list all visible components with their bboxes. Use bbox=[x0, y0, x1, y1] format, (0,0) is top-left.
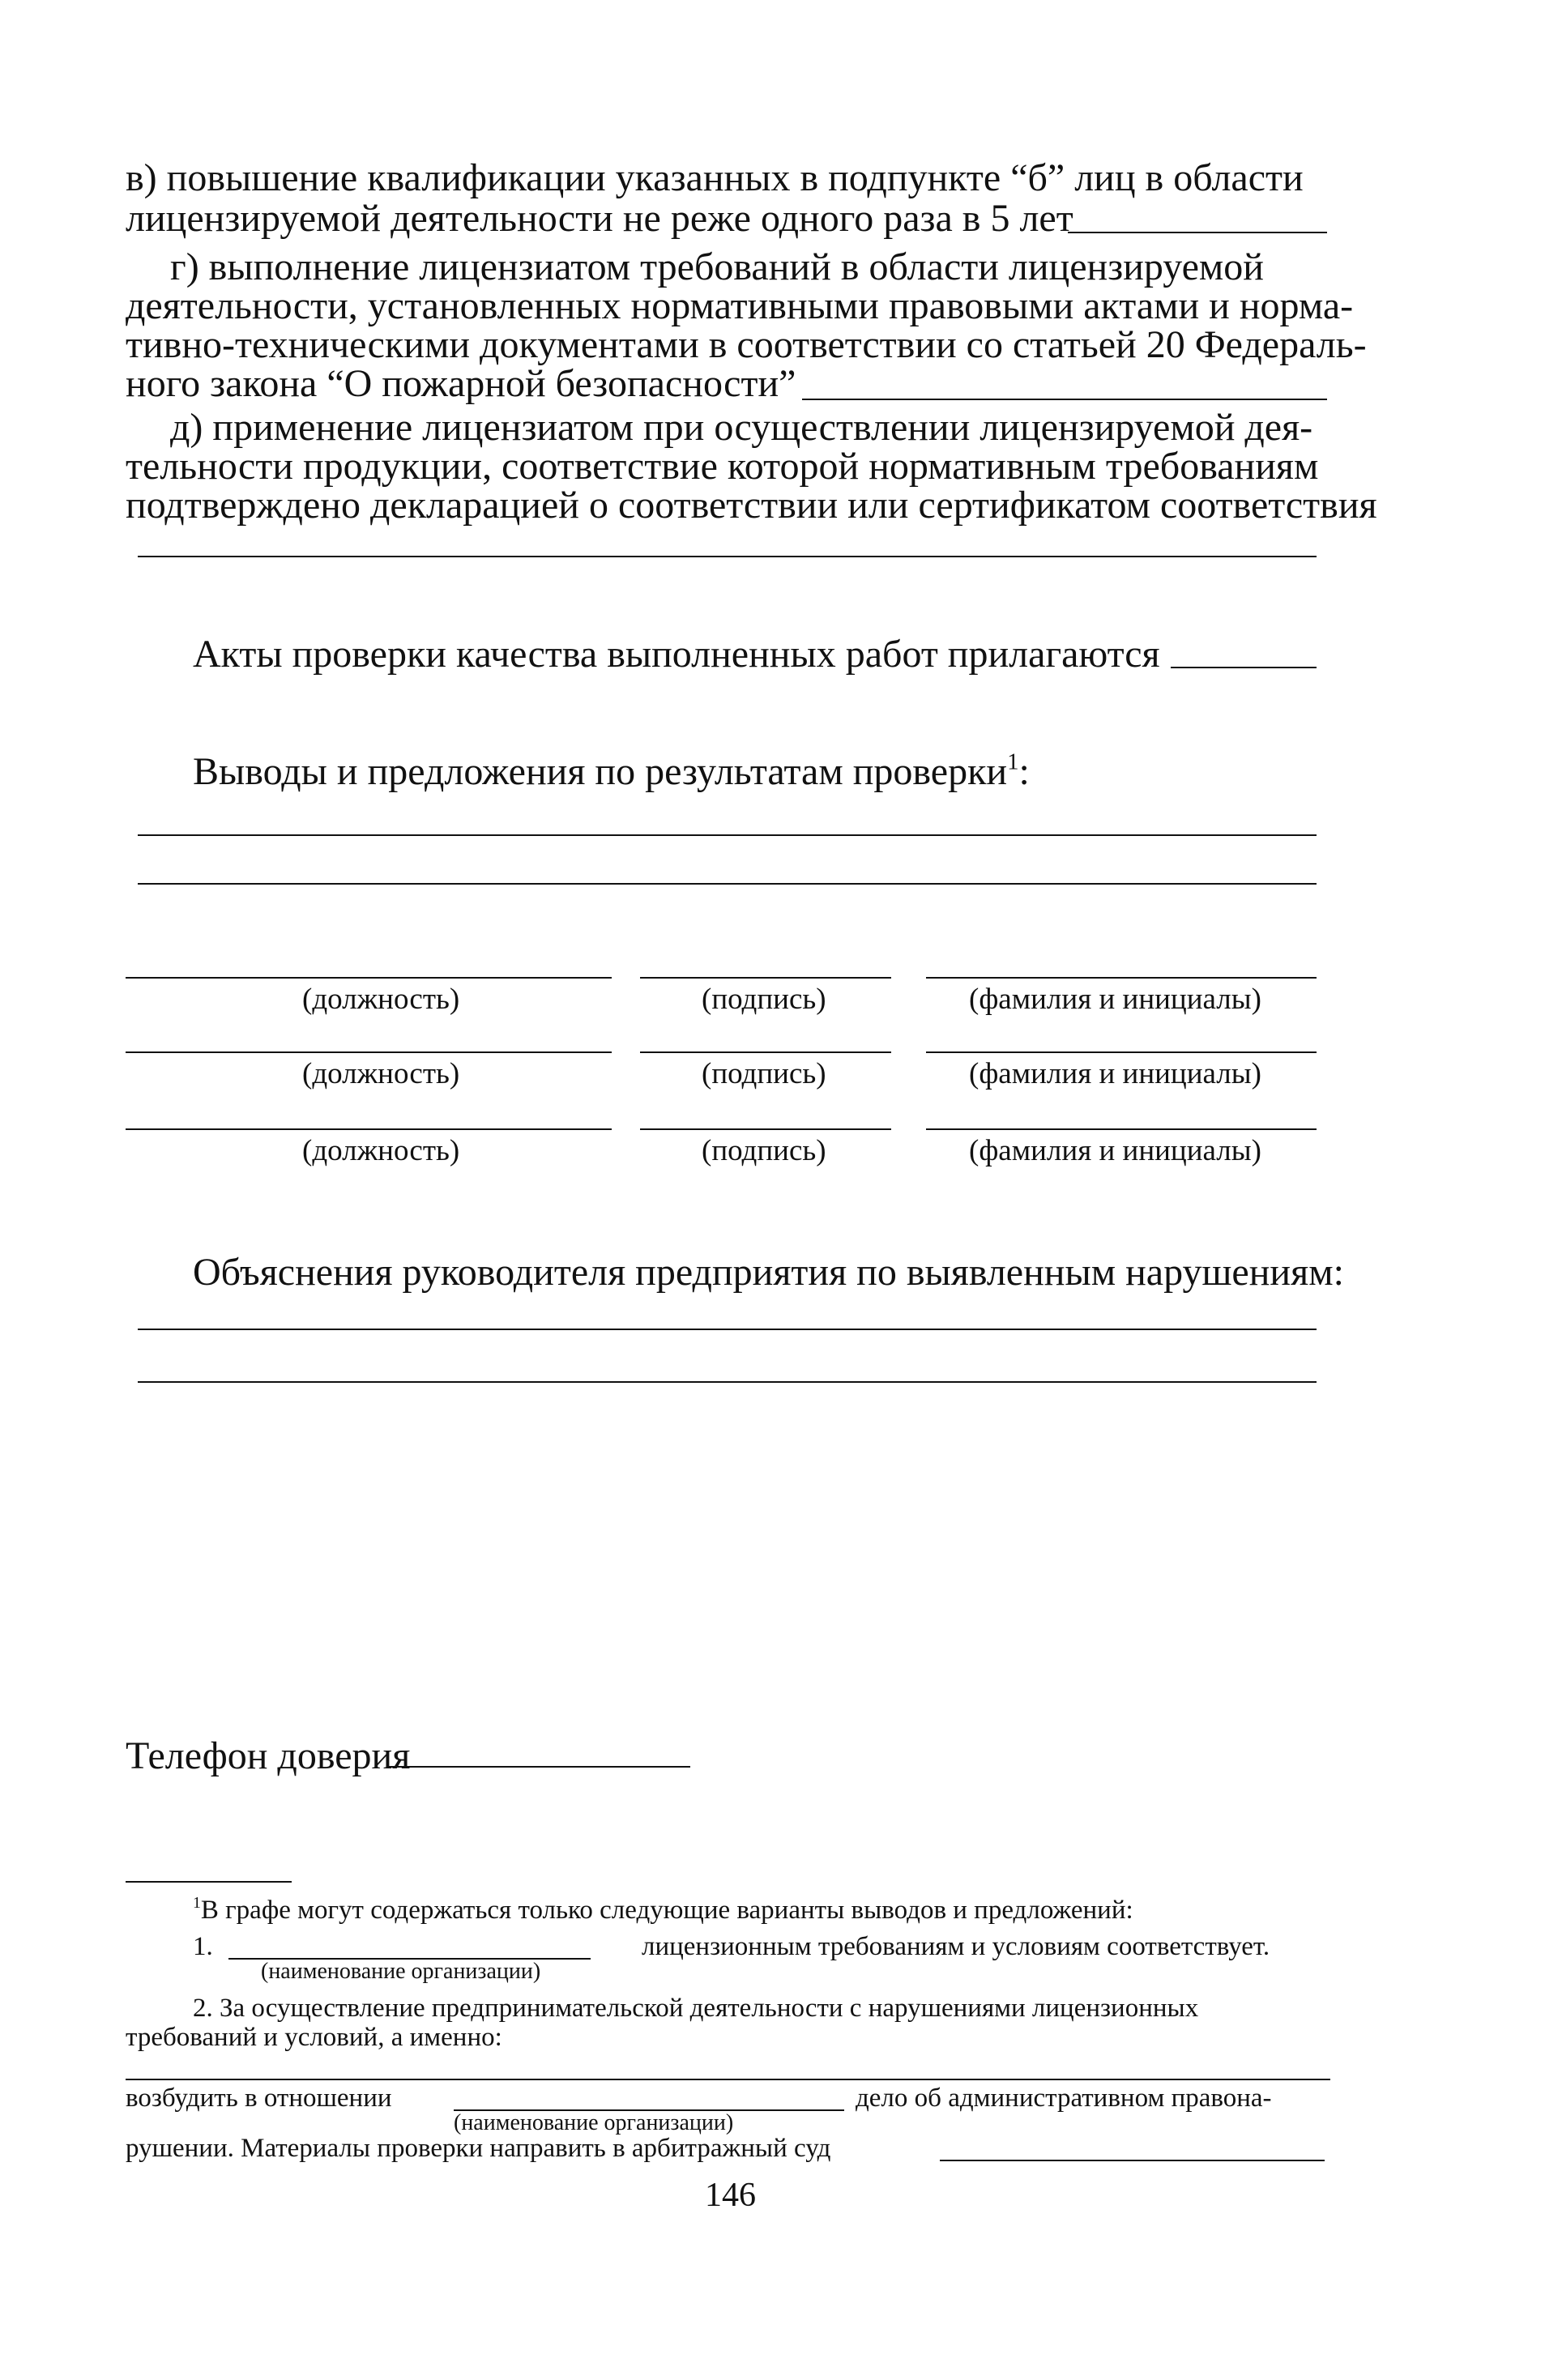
phone-blank[interactable] bbox=[389, 1766, 690, 1768]
footnote-item2-line2: требований и условий, а именно: bbox=[126, 2023, 502, 2052]
footnote-marker: 1 bbox=[193, 1894, 201, 1913]
signature-sign-line-3[interactable] bbox=[640, 1128, 891, 1130]
footnote-item2-line1: 2. За осуществление предпринимательской деятельности с нарушениями лицензионных bbox=[193, 1994, 1199, 2023]
signature-sign-line-1[interactable] bbox=[640, 977, 891, 979]
caption-position-1: (должность) bbox=[302, 983, 460, 1016]
footnote-item2-caption: (наименование организации) bbox=[454, 2110, 734, 2135]
conclusions-label: Выводы и предложения по результатам проверки$^1$: bbox=[193, 749, 1030, 793]
footnote-item1-text: лицензионным требованиям и условиям соответствует. bbox=[642, 1932, 1270, 1961]
clause-g-blank[interactable] bbox=[802, 399, 1327, 400]
signature-position-line-3[interactable] bbox=[126, 1128, 612, 1130]
footnote-item2-line3a: возбудить в отношении bbox=[126, 2084, 392, 2113]
conclusions-line-1[interactable] bbox=[138, 834, 1317, 836]
signature-position-line-2[interactable] bbox=[126, 1051, 612, 1053]
caption-position-3: (должность) bbox=[302, 1134, 460, 1167]
conclusions-line-2[interactable] bbox=[138, 883, 1317, 885]
signature-name-line-3[interactable] bbox=[926, 1128, 1317, 1130]
clause-v-line1: в) повышение квалификации указанных в подпункте “б” лиц в области bbox=[126, 156, 1304, 199]
clause-g-line1: г) выполнение лицензиатом требований в области лицензируемой bbox=[170, 245, 1264, 288]
signature-sign-line-2[interactable] bbox=[640, 1051, 891, 1053]
page-number: 146 bbox=[705, 2177, 756, 2214]
caption-name-2: (фамилия и инициалы) bbox=[969, 1057, 1261, 1090]
footnote-item2-line4: рушении. Материалы проверки направить в арбитражный суд bbox=[126, 2134, 831, 2163]
footnote-item2-blank-line[interactable] bbox=[126, 2079, 1330, 2080]
footnote-item2-line3b: дело об административном правона- bbox=[856, 2084, 1272, 2113]
signature-name-line-1[interactable] bbox=[926, 977, 1317, 979]
caption-position-2: (должность) bbox=[302, 1057, 460, 1090]
caption-signature-3: (подпись) bbox=[702, 1134, 826, 1167]
acts-blank[interactable] bbox=[1171, 667, 1317, 668]
footnote-ref: 1 bbox=[1007, 749, 1019, 775]
phone-label: Телефон доверия bbox=[126, 1734, 411, 1777]
explanations-line-1[interactable] bbox=[138, 1329, 1317, 1330]
caption-signature-2: (подпись) bbox=[702, 1057, 826, 1090]
footnote-item1-num: 1. bbox=[193, 1932, 213, 1961]
footnote-intro: $^1$В графе могут содержаться только следующие варианты выводов и предложений: bbox=[193, 1894, 1133, 1925]
clause-d-blank[interactable] bbox=[138, 556, 1317, 557]
clause-d-line3: подтверждено декларацией о соответствии или сертификатом соответствия bbox=[126, 484, 1377, 527]
footnote-item1-caption: (наименование организации) bbox=[261, 1959, 541, 1984]
signature-name-line-2[interactable] bbox=[926, 1051, 1317, 1053]
signature-position-line-1[interactable] bbox=[126, 977, 612, 979]
caption-name-3: (фамилия и инициалы) bbox=[969, 1134, 1261, 1167]
footnote-separator bbox=[126, 1881, 292, 1883]
clause-v-blank[interactable] bbox=[1068, 232, 1327, 233]
footnote-court-blank[interactable] bbox=[940, 2160, 1325, 2161]
explanations-label: Объяснения руководителя предприятия по выявленным нарушениям: bbox=[193, 1251, 1344, 1294]
clause-v-line2: лицензируемой деятельности не реже одного раза в 5 лет bbox=[126, 197, 1073, 240]
clause-g-line3: тивно-техническими документами в соответствии со статьей 20 Федераль- bbox=[126, 323, 1367, 366]
clause-d-line1: д) применение лицензиатом при осуществлении лицензируемой дея- bbox=[170, 406, 1313, 449]
explanations-line-2[interactable] bbox=[138, 1381, 1317, 1383]
caption-signature-1: (подпись) bbox=[702, 983, 826, 1016]
acts-label: Акты проверки качества выполненных работ прилагаются bbox=[193, 633, 1160, 676]
clause-g-line4: ного закона “О пожарной безопасности” bbox=[126, 362, 796, 405]
caption-name-1: (фамилия и инициалы) bbox=[969, 983, 1261, 1016]
clause-d-line2: тельности продукции, соответствие которой нормативным требованиям bbox=[126, 445, 1319, 488]
clause-g-line2: деятельности, установленных нормативными правовыми актами и норма- bbox=[126, 284, 1354, 327]
